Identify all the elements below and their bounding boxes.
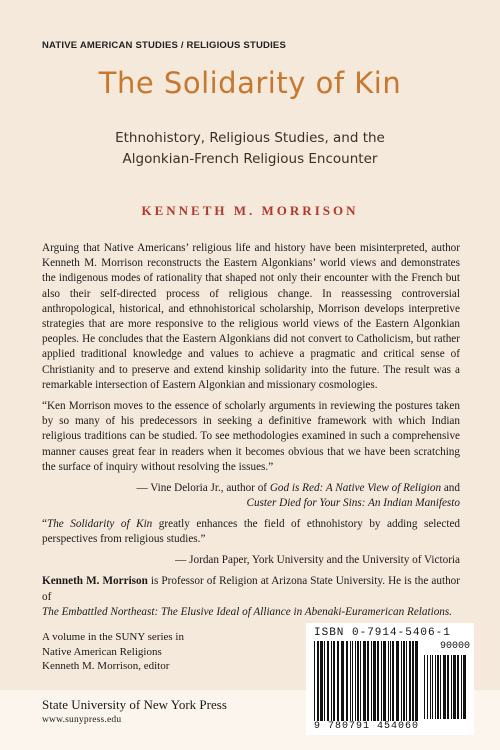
barcode-bar bbox=[357, 641, 359, 721]
barcode-bar bbox=[406, 641, 407, 721]
barcode-bar bbox=[373, 641, 376, 721]
book-subtitle bbox=[0, 128, 500, 170]
bio-text: is Professor of Religion at Arizona State University. He is the author of bbox=[42, 575, 460, 603]
bio-name: Kenneth M. Morrison bbox=[42, 575, 148, 588]
barcode-bar bbox=[333, 641, 335, 721]
series-note bbox=[42, 630, 184, 674]
barcode-bar bbox=[415, 641, 418, 721]
series-label: NATIVE AMERICAN STUDIES / RELIGIOUS STUDIES bbox=[42, 40, 287, 51]
series-note-line-2: Native American Religions bbox=[42, 645, 162, 658]
endorsement-quote-1: “Ken Morrison moves to the essence of scholarly arguments in reviewing the postures taken by so many of his predecessors in seeking a definitive framework with which Indian religious traditions can be studied. To see methodologies examined in such a comprehensive manner causes great fear in readers when it becomes obvious that we have been scratching the surface of inquiry without resolving the issues.” bbox=[42, 400, 460, 473]
attrib-prefix: — Vine Deloria Jr., author of bbox=[136, 482, 270, 495]
barcode-bar bbox=[457, 655, 459, 719]
barcode-bar bbox=[461, 655, 462, 719]
barcode-bar bbox=[324, 641, 325, 721]
endorsement-attribution-1 bbox=[42, 481, 460, 511]
barcode-bar bbox=[341, 641, 344, 721]
barcode-bar bbox=[443, 655, 446, 719]
price-code-text: 90000 bbox=[439, 641, 470, 652]
barcode-bar bbox=[367, 641, 369, 721]
description-paragraph: Arguing that Native Americans’ religious life and history have been misinterpreted, author Kenneth M. Morrison reconstructs the Eastern Algonkians’ world views and demonstrates the indigenous modes of rationality that shaped not only their encounter with the French but also their self-directed process of religious change. In reassessing controversial anthropological, historical, and ethnohistorical scholarship, Morrison develops interpretive strategies that are more responsive to the religious world views of the Eastern Algonkian peoples. He concludes that the Eastern Algonkians did not convert to Catholicism, but rather applied traditional knowledge and values to achieve a pragmatic and critical sense of Christianity and to preserve and extend kinship solidarity into the future. The result was a remarkable intersection of Eastern Algonkian and missionary cosmologies. bbox=[42, 242, 460, 391]
barcode-bar bbox=[383, 641, 386, 721]
barcode-bar bbox=[403, 641, 405, 721]
attrib-and: and bbox=[441, 482, 460, 495]
isbn-text: ISBN 0-7914-5406-1 bbox=[314, 627, 451, 639]
barcode-bar bbox=[390, 641, 391, 721]
barcode-bar bbox=[363, 641, 366, 721]
author-bio bbox=[42, 574, 460, 620]
back-cover-copy bbox=[42, 241, 460, 626]
barcode-bar bbox=[381, 641, 382, 721]
barcode-bar bbox=[355, 641, 356, 721]
barcode-bar bbox=[352, 641, 353, 721]
barcode-bar bbox=[447, 655, 449, 719]
barcode-box bbox=[306, 623, 474, 735]
barcode-bar bbox=[430, 655, 431, 719]
barcode-bar bbox=[412, 641, 414, 721]
ean-barcode-icon bbox=[314, 641, 420, 721]
series-note-line-3: Kenneth M. Morrison, editor bbox=[42, 660, 170, 672]
publisher-website: www.sunypress.edu bbox=[42, 715, 122, 725]
attrib-book-1: God is Red: A Native View of Religion bbox=[269, 482, 442, 495]
price-barcode-icon bbox=[424, 655, 468, 719]
barcode-bar bbox=[346, 641, 348, 721]
ean-number: 9 780791 454060 bbox=[314, 721, 420, 732]
barcode-bar bbox=[453, 655, 456, 719]
quote2-text: greatly enhances the field of ethnohistory by adding selected perspectives from religious studies.” bbox=[42, 518, 461, 546]
author-name: KENNETH M. MORRISON bbox=[141, 203, 359, 218]
barcode-bar bbox=[427, 655, 428, 719]
subtitle-line-1: Ethnohistory, Religious Studies, and the bbox=[115, 130, 385, 146]
barcode-bar bbox=[401, 641, 402, 721]
barcode-bar bbox=[424, 655, 425, 719]
barcode-bar bbox=[360, 641, 361, 721]
series-note-line-1: A volume in the SUNY series in bbox=[42, 631, 184, 643]
barcode-bar bbox=[327, 641, 329, 721]
quote2-open: “ bbox=[42, 518, 47, 531]
barcode-bar bbox=[451, 655, 452, 719]
barcode-bar bbox=[432, 655, 433, 719]
barcode-bar bbox=[337, 641, 339, 721]
barcode-bar bbox=[396, 641, 399, 721]
endorsement-attribution-2: — Jordan Paper, York University and the University of Victoria bbox=[175, 554, 460, 567]
quote2-title: The Solidarity of Kin bbox=[46, 518, 153, 531]
endorsement-quote-2 bbox=[42, 517, 460, 547]
book-title: The Solidarity of Kin bbox=[98, 66, 402, 100]
barcode-bar bbox=[388, 641, 389, 721]
barcode-bar bbox=[317, 641, 319, 721]
subtitle-line-2: Algonkian-French Religious Encounter bbox=[122, 151, 378, 167]
barcode-bar bbox=[314, 641, 315, 721]
barcode-bar bbox=[409, 641, 411, 721]
barcode-bar bbox=[437, 655, 439, 719]
barcode-bar bbox=[435, 655, 436, 719]
barcode-bar bbox=[463, 655, 466, 719]
attrib-book-2: Custer Died for Your Sins: An Indian Manifesto bbox=[246, 497, 460, 510]
barcode-bar bbox=[320, 641, 323, 721]
barcode-bar bbox=[377, 641, 379, 721]
publisher-name: State University of New York Press bbox=[42, 697, 227, 712]
barcode-bar bbox=[440, 655, 441, 719]
barcode-bar bbox=[331, 641, 332, 721]
barcode-bar bbox=[371, 641, 372, 721]
barcode-bar bbox=[392, 641, 394, 721]
bio-book: The Embattled Northeast: The Elusive Ideal of Alliance in Abenaki-Euramerican Relations. bbox=[42, 605, 453, 618]
barcode-bar bbox=[350, 641, 351, 721]
